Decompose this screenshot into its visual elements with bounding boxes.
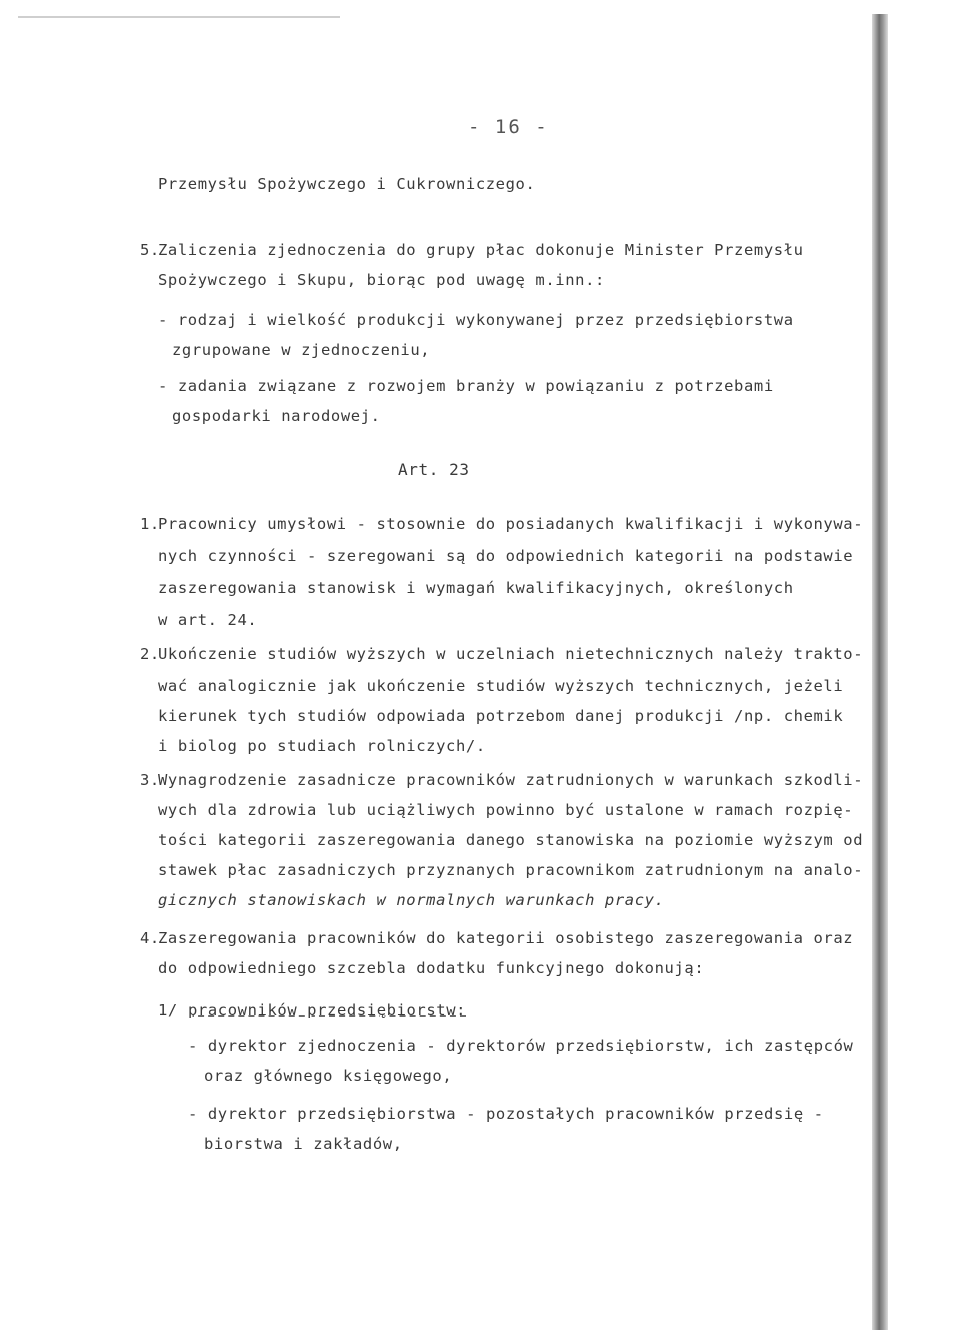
paragraph-marker: 4. bbox=[140, 929, 160, 947]
text-line: do odpowiedniego szczebla dodatku funkcyjnego dokonują: bbox=[158, 959, 705, 977]
text-line: gicznych stanowiskach w normalnych warunkach pracy. bbox=[158, 891, 665, 909]
page-number: - 16 - bbox=[468, 116, 549, 138]
text-line: Zaliczenia zjednoczenia do grupy płac dokonuje Minister Przemysłu bbox=[158, 241, 804, 259]
text-line: oraz głównego księgowego, bbox=[204, 1067, 453, 1085]
paragraph-marker: 3. bbox=[140, 771, 160, 789]
text-line: wych dla zdrowia lub uciążliwych powinno być ustalone w ramach rozpię- bbox=[158, 801, 854, 819]
text-line: i biolog po studiach rolniczych/. bbox=[158, 737, 486, 755]
list-heading: pracowników przedsiębiorstw: bbox=[188, 1001, 467, 1019]
article-heading: Art. 23 bbox=[398, 460, 470, 479]
text-line: - rodzaj i wielkość produkcji wykonywanej przez przedsiębiorstwa bbox=[158, 311, 794, 329]
text-line: Pracownicy umysłowi - stosownie do posiadanych kwalifikacji i wykonywa- bbox=[158, 515, 864, 533]
paragraph-marker: 2. bbox=[140, 645, 160, 663]
top-rule bbox=[18, 16, 340, 18]
list-marker: 1/ bbox=[158, 1001, 178, 1019]
text-line: Przemysłu Spożywczego i Cukrowniczego. bbox=[158, 175, 536, 193]
text-line: Wynagrodzenie zasadnicze pracowników zatrudnionych w warunkach szkodli- bbox=[158, 771, 864, 789]
text-line: stawek płac zasadniczych przyznanych pracownikom zatrudnionym na analo- bbox=[158, 861, 864, 879]
text-line: - dyrektor zjednoczenia - dyrektorów przedsiębiorstw, ich zastępców bbox=[188, 1037, 854, 1055]
text-line: Ukończenie studiów wyższych w uczelniach nietechnicznych należy trakto- bbox=[158, 645, 864, 663]
text-line: nych czynności - szeregowani są do odpowiednich kategorii na podstawie bbox=[158, 547, 854, 565]
scan-edge bbox=[872, 14, 888, 1330]
paragraph-marker: 1. bbox=[140, 515, 160, 533]
text-line: w art. 24. bbox=[158, 611, 258, 629]
text-line: zgrupowane w zjednoczeniu, bbox=[172, 341, 431, 359]
paragraph-marker: 5. bbox=[140, 241, 160, 259]
text-line: wać analogicznie jak ukończenie studiów wyższych technicznych, jeżeli bbox=[158, 677, 844, 695]
text-line: Spożywczego i Skupu, biorąc pod uwagę m.inn.: bbox=[158, 271, 605, 289]
text-line: biorstwa i zakładów, bbox=[204, 1135, 403, 1153]
text-line: tości kategorii zaszeregowania danego stanowiska na poziomie wyższym od bbox=[158, 831, 864, 849]
text-line: - zadania związane z rozwojem branży w powiązaniu z potrzebami bbox=[158, 377, 774, 395]
text-line: - dyrektor przedsiębiorstwa - pozostałych pracowników przedsię - bbox=[188, 1105, 824, 1123]
text-line: gospodarki narodowej. bbox=[172, 407, 381, 425]
text-line: kierunek tych studiów odpowiada potrzebom danej produkcji /np. chemik bbox=[158, 707, 844, 725]
text-line: Zaszeregowania pracowników do kategorii osobistego zaszeregowania oraz bbox=[158, 929, 854, 947]
text-line: zaszeregowania stanowisk i wymagań kwalifikacyjnych, określonych bbox=[158, 579, 794, 597]
